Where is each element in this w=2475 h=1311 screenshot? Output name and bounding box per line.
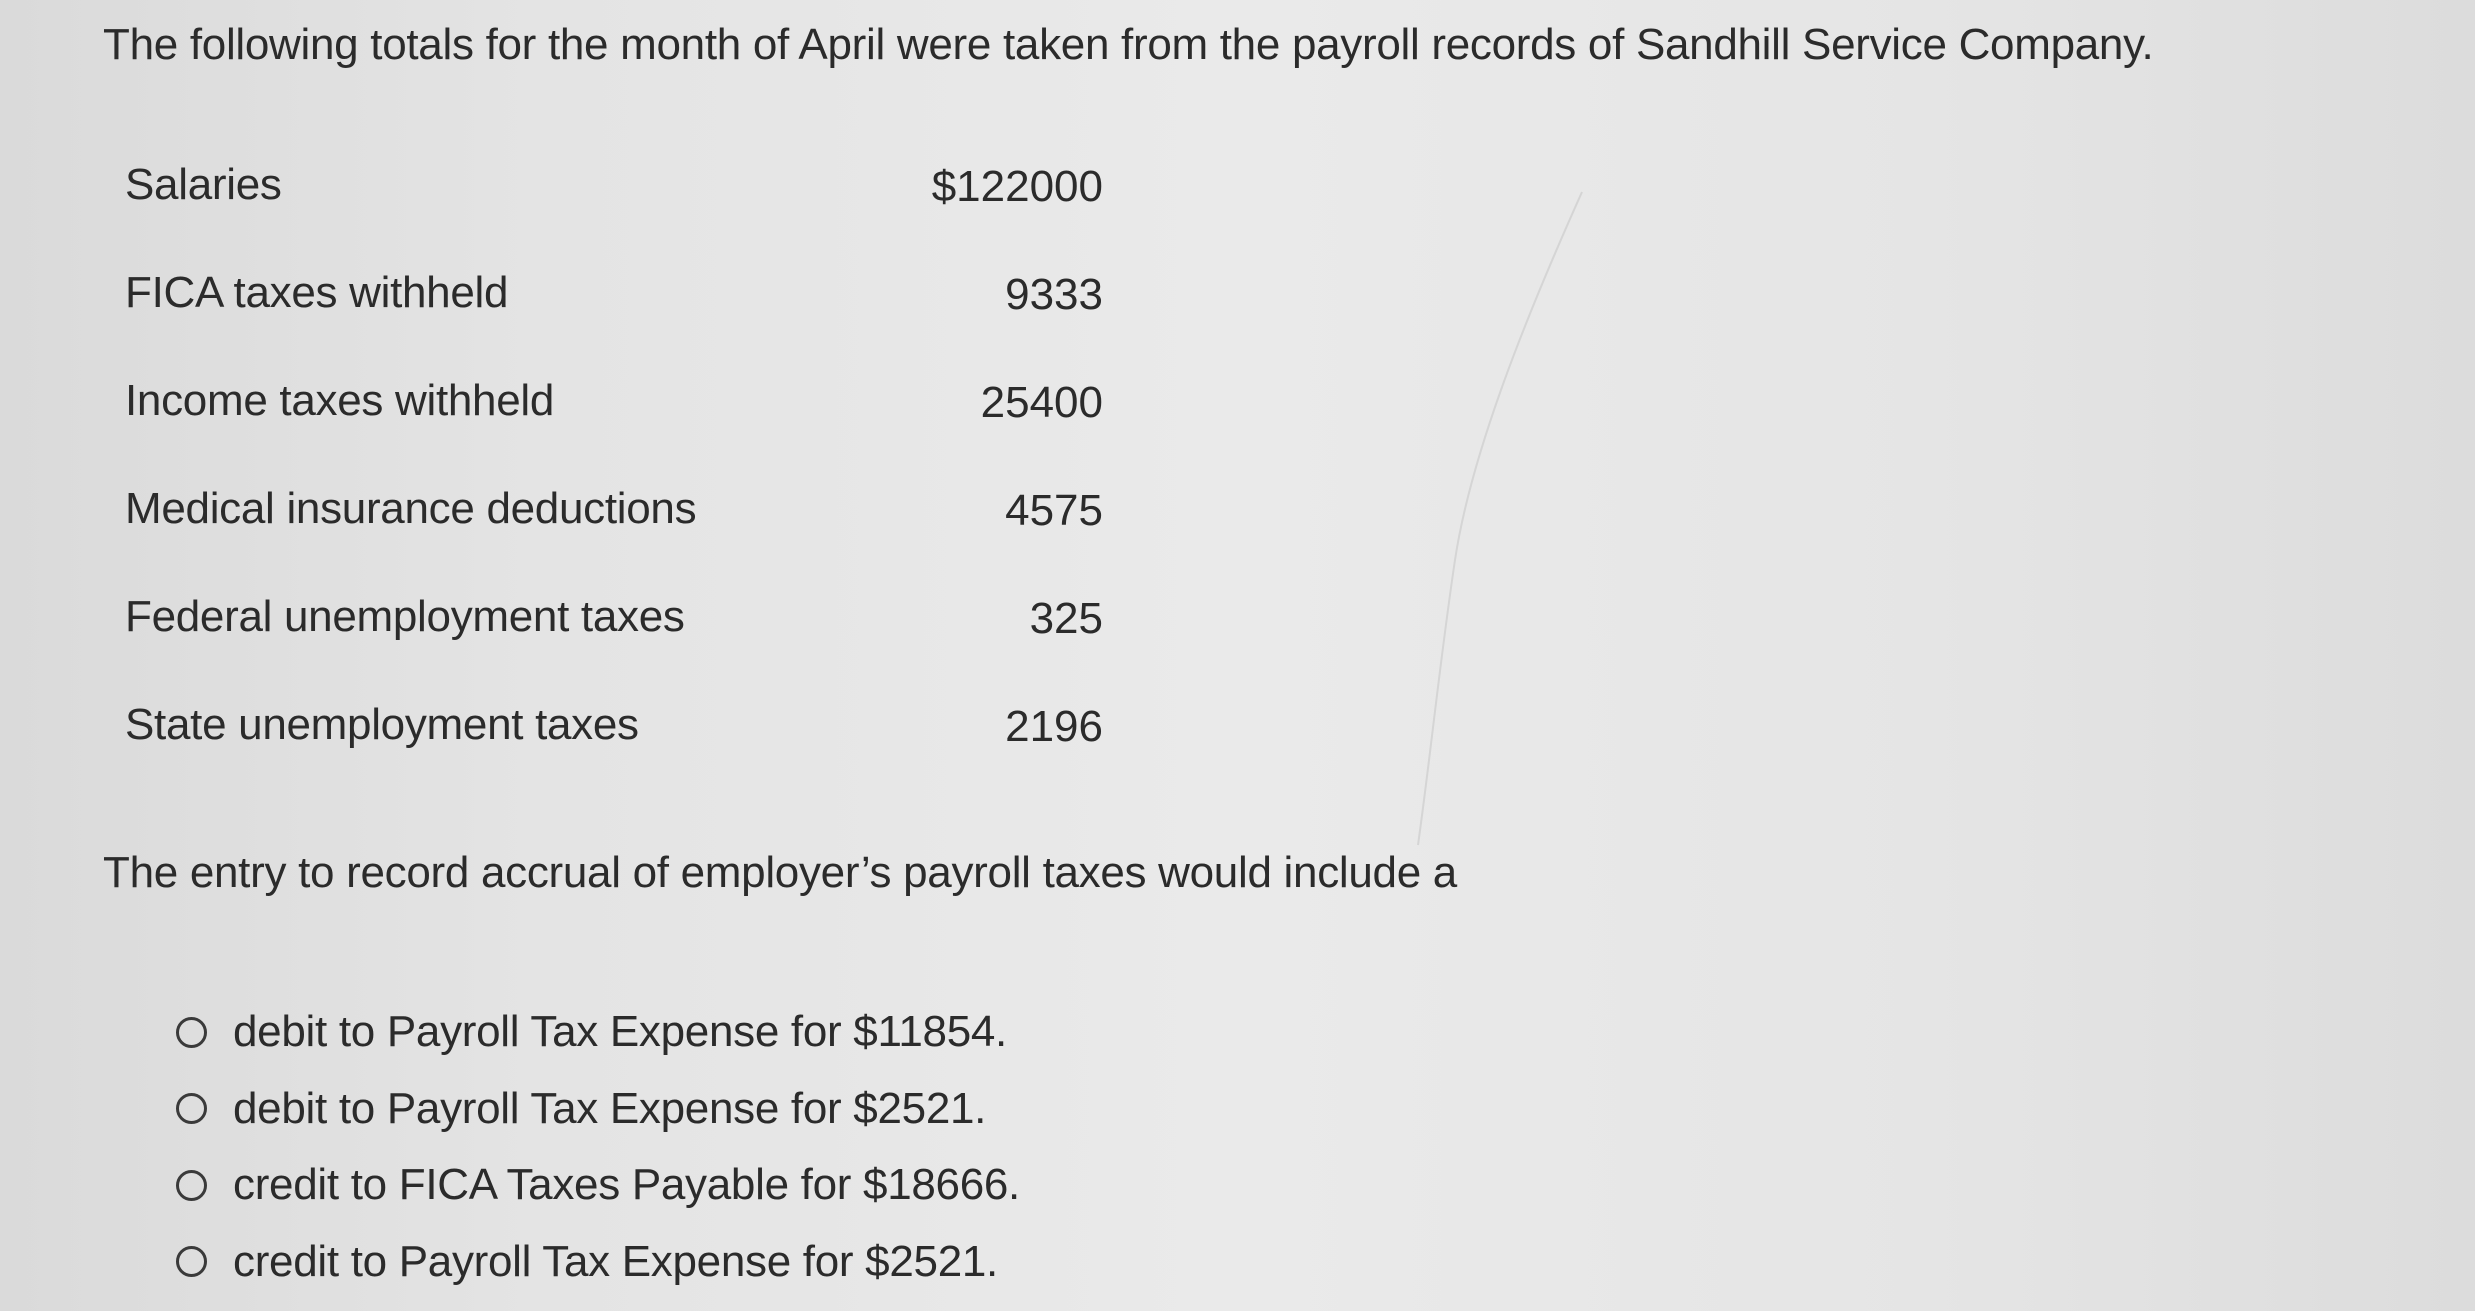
payroll-table	[125, 150, 1125, 798]
intro-text: The following totals for the month of April were taken from the payroll records of Sandhill Service Company.	[103, 20, 2154, 69]
option-label: credit to FICA Taxes Payable for $18666.	[233, 1160, 1020, 1210]
radio-button[interactable]	[176, 1017, 207, 1048]
answer-options	[176, 994, 1020, 1300]
row-value: 325	[1029, 594, 1103, 643]
option-label: credit to Payroll Tax Expense for $2521.	[233, 1236, 998, 1286]
table-row	[125, 474, 1125, 582]
radio-button[interactable]	[176, 1246, 207, 1277]
option-label: debit to Payroll Tax Expense for $2521.	[233, 1083, 987, 1133]
table-row	[125, 258, 1125, 366]
row-value: 4575	[1005, 486, 1103, 535]
table-row	[125, 690, 1125, 798]
question-text: The entry to record accrual of employer’s payroll taxes would include a	[103, 848, 1457, 897]
row-label: State unemployment taxes	[125, 700, 639, 749]
option-3[interactable]	[176, 1147, 1020, 1224]
option-4[interactable]	[176, 1224, 1020, 1301]
option-1[interactable]	[176, 994, 1020, 1071]
row-value: 25400	[980, 378, 1103, 427]
table-row	[125, 582, 1125, 690]
radio-button[interactable]	[176, 1093, 207, 1124]
row-value: 9333	[1005, 270, 1103, 319]
row-label: FICA taxes withheld	[125, 268, 509, 317]
table-row	[125, 150, 1125, 258]
row-value: 2196	[1005, 702, 1103, 751]
radio-button[interactable]	[176, 1170, 207, 1201]
row-label: Salaries	[125, 160, 282, 209]
row-label: Federal unemployment taxes	[125, 592, 685, 641]
row-value: $122000	[931, 162, 1103, 211]
option-2[interactable]	[176, 1071, 1020, 1148]
table-row	[125, 366, 1125, 474]
option-label: debit to Payroll Tax Expense for $11854.	[233, 1007, 1007, 1057]
row-label: Medical insurance deductions	[125, 484, 697, 533]
row-label: Income taxes withheld	[125, 376, 555, 425]
